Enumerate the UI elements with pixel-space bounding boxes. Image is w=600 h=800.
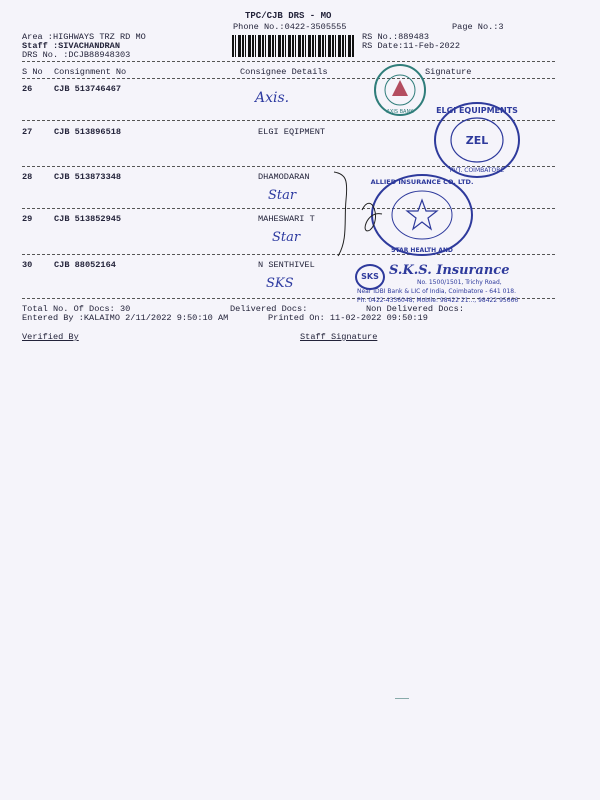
phone-number: Phone No.:0422-3505555 (233, 22, 347, 32)
row-consignment: CJB 88052164 (54, 260, 116, 270)
star-health-stamp (352, 170, 477, 260)
rs-date: RS Date:11-Feb-2022 (362, 41, 460, 51)
handwritten-signature: SKS (266, 276, 294, 291)
page-number: Page No.:3 (452, 22, 504, 32)
svg-text:ELGI EQUIPMENTS: ELGI EQUIPMENTS (436, 106, 518, 115)
verified-by-label: Verified By (22, 332, 79, 342)
staff-signature-label: Staff Signature (300, 332, 378, 342)
svg-text:AXIS BANK: AXIS BANK (386, 109, 414, 115)
total-docs: Total No. Of Docs: 30 (22, 304, 131, 314)
axis-bank-stamp (372, 62, 428, 118)
printed-on: Printed On: 11-02-2022 09:50:19 (268, 313, 428, 323)
non-delivered-docs: Non Delivered Docs: (366, 304, 464, 314)
divider (22, 78, 555, 79)
barcode (232, 35, 354, 57)
row-sno: 28 (22, 172, 33, 182)
column-consignment: Consignment No (54, 67, 127, 77)
rs-number: RS No.:889483 (362, 32, 430, 42)
row-consignment: CJB 513746467 (54, 84, 122, 94)
entered-by: Entered By :KALAIMO 2/11/2022 9:50:10 AM (22, 313, 229, 323)
row-consignment: CJB 513873348 (54, 172, 122, 182)
row-sno: 27 (22, 127, 33, 137)
sks-phone-line: Ph: 0422-4336048, Mobile: 98422 21..., 98422 95666 (357, 297, 519, 304)
row-consignee: DHAMODARAN (258, 172, 310, 182)
drs-number: DRS No. :DCJB88948303 (22, 50, 131, 60)
handwritten-signature: Axis. (255, 90, 290, 106)
row-consignee: MAHESWARI T (258, 214, 315, 224)
sks-address-line: Near IDBI Bank & LIC of India, Coimbatore - 641 018. (357, 288, 517, 295)
handwritten-signature: Star (268, 188, 297, 203)
column-consignee: Consignee Details (240, 67, 328, 77)
document-title: TPC/CJB DRS - MO (245, 11, 332, 21)
delivered-docs: Delivered Docs: (230, 304, 308, 314)
sks-address-line: No. 1500/1501, Trichy Road, (417, 279, 502, 286)
staff-field: Staff :SIVACHANDRAN (22, 41, 120, 51)
column-signature: Signature (425, 67, 472, 77)
svg-text:STAR HEALTH AND: STAR HEALTH AND (391, 247, 453, 254)
svg-text:ALLIED INSURANCE CO. LTD.: ALLIED INSURANCE CO. LTD. (370, 178, 474, 186)
sks-logo-icon: SKS (355, 264, 385, 290)
svg-text:ZEL: ZEL (465, 134, 489, 147)
sks-name: S.K.S. Insurance (389, 263, 510, 278)
row-consignee: ELGI EQIPMENT (258, 127, 326, 137)
column-sno: S No (22, 67, 43, 77)
divider (22, 61, 555, 62)
row-sno: 29 (22, 214, 33, 224)
svg-text:PVT. COIMBATORE: PVT. COIMBATORE (449, 167, 505, 174)
row-sno: 26 (22, 84, 33, 94)
row-consignee: N SENTHIVEL (258, 260, 315, 270)
scan-mark (395, 698, 409, 699)
area-field: Area :HIGHWAYS TRZ RD MO (22, 32, 146, 42)
row-consignment: CJB 513852945 (54, 214, 122, 224)
elgi-stamp (432, 100, 522, 180)
handwritten-signature: Star (272, 230, 301, 245)
row-sno: 30 (22, 260, 33, 270)
row-consignment: CJB 513896518 (54, 127, 122, 137)
